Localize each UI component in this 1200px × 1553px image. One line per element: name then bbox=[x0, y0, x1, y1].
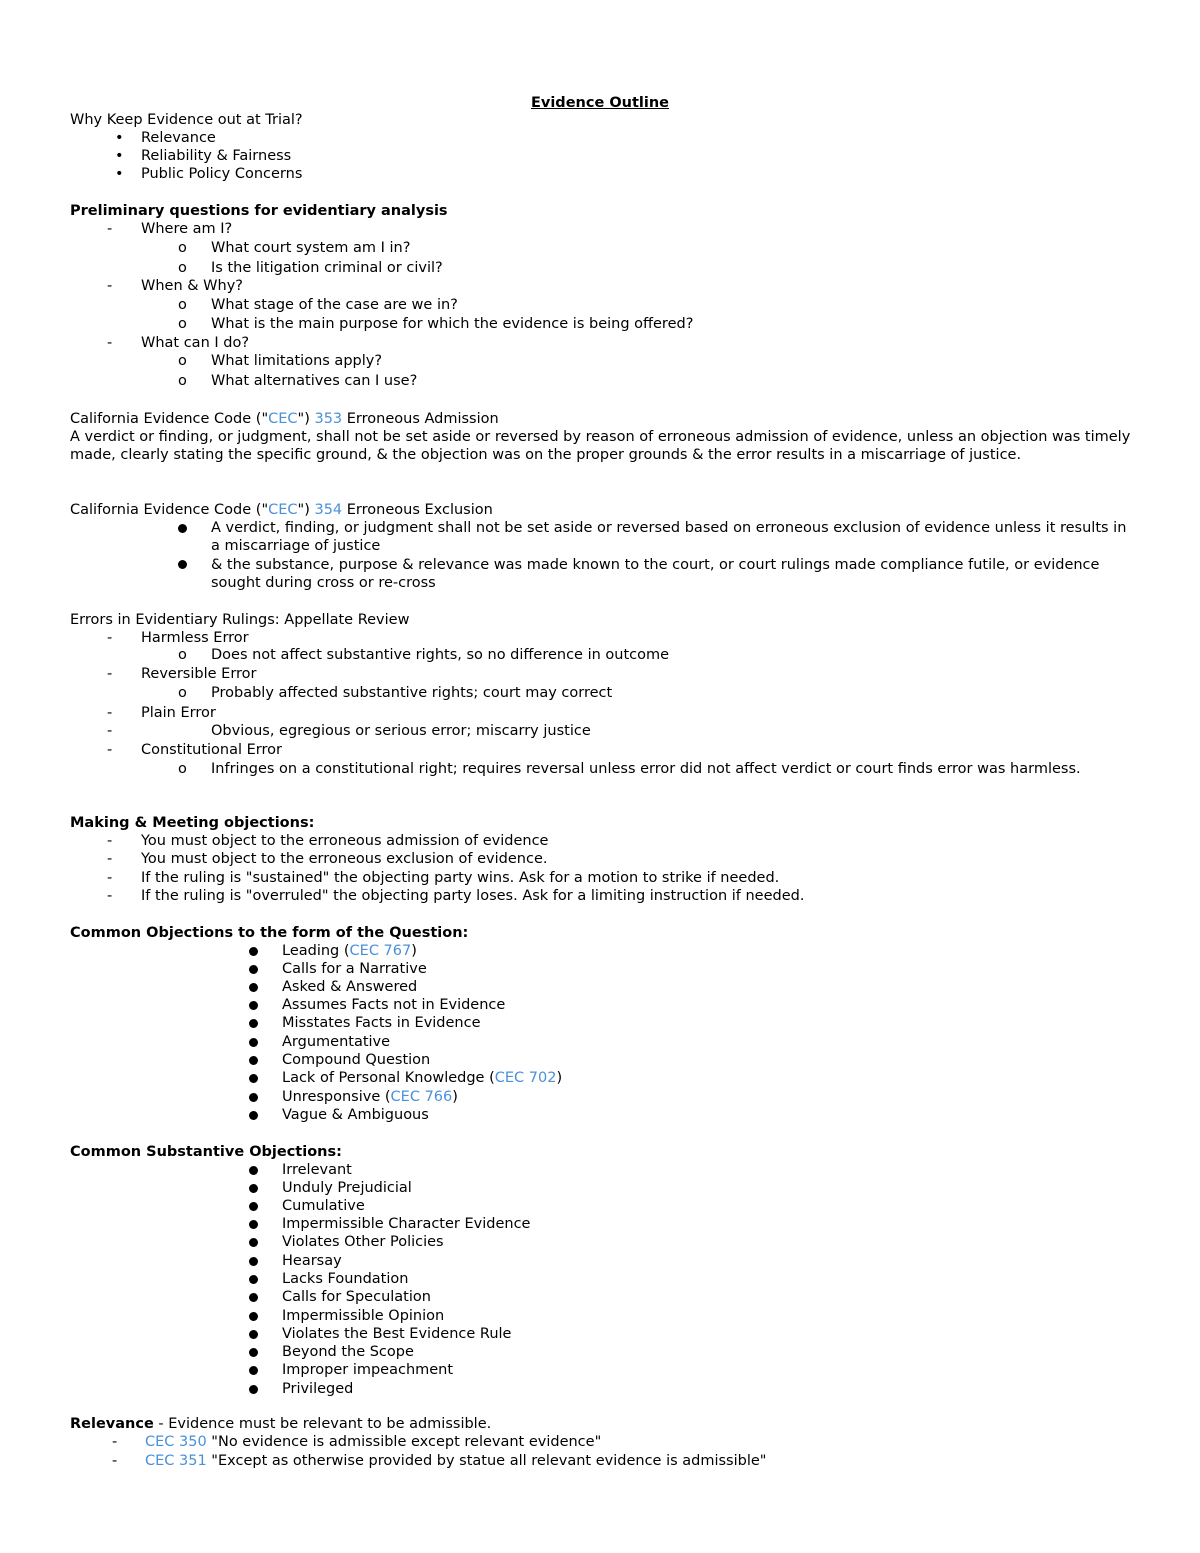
making-item: You must object to the erroneous admission of evidence bbox=[141, 833, 549, 849]
cec354-item: & the substance, purpose & relevance was made known to the court, or court rulings made compliance futile, or evidence sought during cross or re-cross bbox=[211, 557, 1100, 591]
form-item: Calls for a Narrative bbox=[282, 961, 427, 977]
cec353-body: A verdict or finding, or judgment, shall not be set aside or reversed by reason of erroneous admission of evidence, unless an objection was timely made, clearly stating the specific ground, & the objection was on the proper grounds & the error results in a miscarriage of justice. bbox=[70, 429, 1131, 463]
form-item: Compound Question bbox=[282, 1052, 431, 1068]
errors-reversible-sub: Probably affected substantive rights; court may correct bbox=[211, 685, 613, 701]
dash-marker: - bbox=[107, 851, 113, 867]
substantive-item: Unduly Prejudicial bbox=[282, 1180, 412, 1196]
cec-351-link[interactable]: CEC 351 bbox=[145, 1453, 207, 1469]
cec-link[interactable]: CEC bbox=[268, 502, 298, 518]
circle-marker: o bbox=[178, 373, 187, 389]
bullet-icon: • bbox=[115, 148, 124, 164]
relevance-text: - Evidence must be relevant to be admissible. bbox=[153, 1416, 492, 1432]
form-item-lack-text: Lack of Personal Knowledge ( bbox=[282, 1070, 495, 1086]
form-item: Asked & Answered bbox=[282, 979, 418, 995]
cec351-quote: "Except as otherwise provided by statue all relevant evidence is admissible" bbox=[206, 1453, 767, 1469]
bullet-icon bbox=[249, 1093, 258, 1102]
dash-marker: - bbox=[107, 630, 113, 646]
substantive-item: Impermissible Opinion bbox=[282, 1308, 445, 1324]
errors-harmless-sub: Does not affect substantive rights, so no difference in outcome bbox=[211, 647, 670, 663]
prelim-when-sub: What is the main purpose for which the evidence is being offered? bbox=[211, 316, 694, 332]
cec353-prefix: California Evidence Code (" bbox=[70, 411, 269, 427]
dash-marker: - bbox=[107, 833, 113, 849]
paren-close: ) bbox=[556, 1070, 563, 1086]
dash-marker: - bbox=[107, 888, 113, 904]
circle-marker: o bbox=[178, 647, 187, 663]
making-item: If the ruling is "sustained" the objecting party wins. Ask for a motion to strike if needed. bbox=[141, 870, 780, 886]
circle-marker: o bbox=[178, 297, 187, 313]
cec354-item: A verdict, finding, or judgment shall not be set aside or reversed based on erroneous exclusion of evidence unless it results in a miscarriage of justice bbox=[211, 520, 1127, 554]
substantive-item: Violates Other Policies bbox=[282, 1234, 444, 1250]
form-item-leading-text: Leading ( bbox=[282, 943, 350, 959]
substantive-item: Cumulative bbox=[282, 1198, 365, 1214]
bullet-icon bbox=[249, 1385, 258, 1394]
substantive-item: Violates the Best Evidence Rule bbox=[282, 1326, 512, 1342]
errors-constitutional: Constitutional Error bbox=[141, 742, 282, 758]
bullet-icon bbox=[249, 1366, 258, 1375]
bullet-icon bbox=[249, 1111, 258, 1120]
bullet-icon bbox=[249, 1074, 258, 1083]
substantive-item: Privileged bbox=[282, 1381, 354, 1397]
form-item: Vague & Ambiguous bbox=[282, 1107, 429, 1123]
cec354-mid: ") bbox=[297, 502, 315, 518]
form-item: Misstates Facts in Evidence bbox=[282, 1015, 481, 1031]
bullet-icon bbox=[249, 1293, 258, 1302]
bullet-icon bbox=[249, 983, 258, 992]
substantive-heading: Common Substantive Objections: bbox=[70, 1144, 342, 1160]
why-heading: Why Keep Evidence out at Trial? bbox=[70, 112, 303, 128]
why-item: Public Policy Concerns bbox=[141, 166, 303, 182]
errors-heading: Errors in Evidentiary Rulings: Appellate Review bbox=[70, 612, 410, 628]
cec350-quote: "No evidence is admissible except relevant evidence" bbox=[206, 1434, 602, 1450]
form-heading: Common Objections to the form of the Question: bbox=[70, 925, 469, 941]
cec-link[interactable]: CEC bbox=[268, 411, 298, 427]
cec-354-link[interactable]: 354 bbox=[314, 502, 343, 518]
substantive-item: Irrelevant bbox=[282, 1162, 352, 1178]
cec354-prefix: California Evidence Code (" bbox=[70, 502, 269, 518]
paren-close: ) bbox=[411, 943, 417, 959]
bullet-icon bbox=[249, 1330, 258, 1339]
prelim-where-sub: Is the litigation criminal or civil? bbox=[211, 260, 443, 276]
bullet-icon bbox=[249, 947, 258, 956]
relevance-label: Relevance bbox=[70, 1416, 154, 1432]
cec353-mid: ") bbox=[297, 411, 315, 427]
bullet-icon bbox=[249, 1001, 258, 1010]
paren-close: ) bbox=[452, 1089, 458, 1105]
errors-reversible: Reversible Error bbox=[141, 666, 257, 682]
errors-harmless: Harmless Error bbox=[141, 630, 249, 646]
bullet-icon: • bbox=[115, 130, 124, 146]
bullet-icon bbox=[249, 1019, 258, 1028]
dash-marker: - bbox=[107, 870, 113, 886]
form-item-leading bbox=[282, 942, 417, 960]
bullet-icon bbox=[249, 1312, 258, 1321]
relevance-cec350 bbox=[145, 1433, 601, 1451]
bullet-icon bbox=[178, 524, 187, 533]
form-item: Argumentative bbox=[282, 1034, 391, 1050]
prelim-heading: Preliminary questions for evidentiary analysis bbox=[70, 203, 448, 219]
bullet-icon bbox=[249, 1038, 258, 1047]
cec354-heading bbox=[70, 501, 493, 519]
prelim-where: Where am I? bbox=[141, 221, 233, 237]
errors-constitutional-sub: Infringes on a constitutional right; requires reversal unless error did not affect verdict or court finds error was harmless. bbox=[211, 761, 1081, 777]
bullet-icon bbox=[249, 1202, 258, 1211]
circle-marker: o bbox=[178, 761, 187, 777]
circle-marker: o bbox=[178, 240, 187, 256]
circle-marker: o bbox=[178, 316, 187, 332]
bullet-icon bbox=[249, 1056, 258, 1065]
dash-marker: - bbox=[107, 335, 113, 351]
dash-marker: - bbox=[112, 1434, 118, 1450]
prelim-when-sub: What stage of the case are we in? bbox=[211, 297, 458, 313]
bullet-icon bbox=[249, 1184, 258, 1193]
prelim-where-sub: What court system am I in? bbox=[211, 240, 411, 256]
dash-marker: - bbox=[107, 278, 113, 294]
form-item-unresponsive-text: Unresponsive ( bbox=[282, 1089, 391, 1105]
form-item: Assumes Facts not in Evidence bbox=[282, 997, 506, 1013]
bullet-icon bbox=[249, 965, 258, 974]
why-item: Relevance bbox=[141, 130, 216, 146]
making-heading: Making & Meeting objections: bbox=[70, 815, 315, 831]
errors-plain-sub: Obvious, egregious or serious error; miscarry justice bbox=[211, 723, 591, 739]
form-item-unresponsive bbox=[282, 1088, 458, 1106]
substantive-item: Calls for Speculation bbox=[282, 1289, 431, 1305]
prelim-when: When & Why? bbox=[141, 278, 243, 294]
substantive-item: Beyond the Scope bbox=[282, 1344, 414, 1360]
cec-350-link[interactable]: CEC 350 bbox=[145, 1434, 207, 1450]
substantive-item: Hearsay bbox=[282, 1253, 342, 1269]
cec353-suffix: Erroneous Admission bbox=[342, 411, 499, 427]
prelim-what: What can I do? bbox=[141, 335, 250, 351]
form-item-lack bbox=[282, 1069, 562, 1087]
bullet-icon bbox=[249, 1166, 258, 1175]
prelim-what-sub: What limitations apply? bbox=[211, 353, 383, 369]
dash-marker: - bbox=[107, 221, 113, 237]
circle-marker: o bbox=[178, 685, 187, 701]
bullet-icon bbox=[249, 1348, 258, 1357]
cec-766-link[interactable]: CEC 766 bbox=[390, 1089, 453, 1105]
making-item: If the ruling is "overruled" the objecting party loses. Ask for a limiting instruction if needed. bbox=[141, 888, 805, 904]
dash-marker: - bbox=[107, 666, 113, 682]
dash-marker: - bbox=[112, 1453, 118, 1469]
cec-702-link[interactable]: CEC 702 bbox=[494, 1070, 557, 1086]
circle-marker: o bbox=[178, 353, 187, 369]
why-item: Reliability & Fairness bbox=[141, 148, 292, 164]
bullet-icon: • bbox=[115, 166, 124, 182]
bullet-icon bbox=[249, 1238, 258, 1247]
page-title: Evidence Outline bbox=[530, 95, 670, 111]
dash-marker: - bbox=[107, 723, 113, 739]
bullet-icon bbox=[249, 1220, 258, 1229]
circle-marker: o bbox=[178, 260, 187, 276]
relevance-cec351 bbox=[145, 1452, 766, 1470]
cec-767-link[interactable]: CEC 767 bbox=[349, 943, 412, 959]
cec-353-link[interactable]: 353 bbox=[314, 411, 343, 427]
cec354-suffix: Erroneous Exclusion bbox=[342, 502, 493, 518]
prelim-what-sub: What alternatives can I use? bbox=[211, 373, 418, 389]
substantive-item: Impermissible Character Evidence bbox=[282, 1216, 531, 1232]
bullet-icon bbox=[249, 1257, 258, 1266]
bullet-icon bbox=[178, 560, 187, 569]
substantive-item: Lacks Foundation bbox=[282, 1271, 409, 1287]
dash-marker: - bbox=[107, 705, 113, 721]
cec353-heading bbox=[70, 410, 499, 428]
errors-plain: Plain Error bbox=[141, 705, 216, 721]
relevance-line bbox=[70, 1415, 491, 1433]
substantive-item: Improper impeachment bbox=[282, 1362, 454, 1378]
dash-marker: - bbox=[107, 742, 113, 758]
making-item: You must object to the erroneous exclusion of evidence. bbox=[141, 851, 548, 867]
bullet-icon bbox=[249, 1275, 258, 1284]
